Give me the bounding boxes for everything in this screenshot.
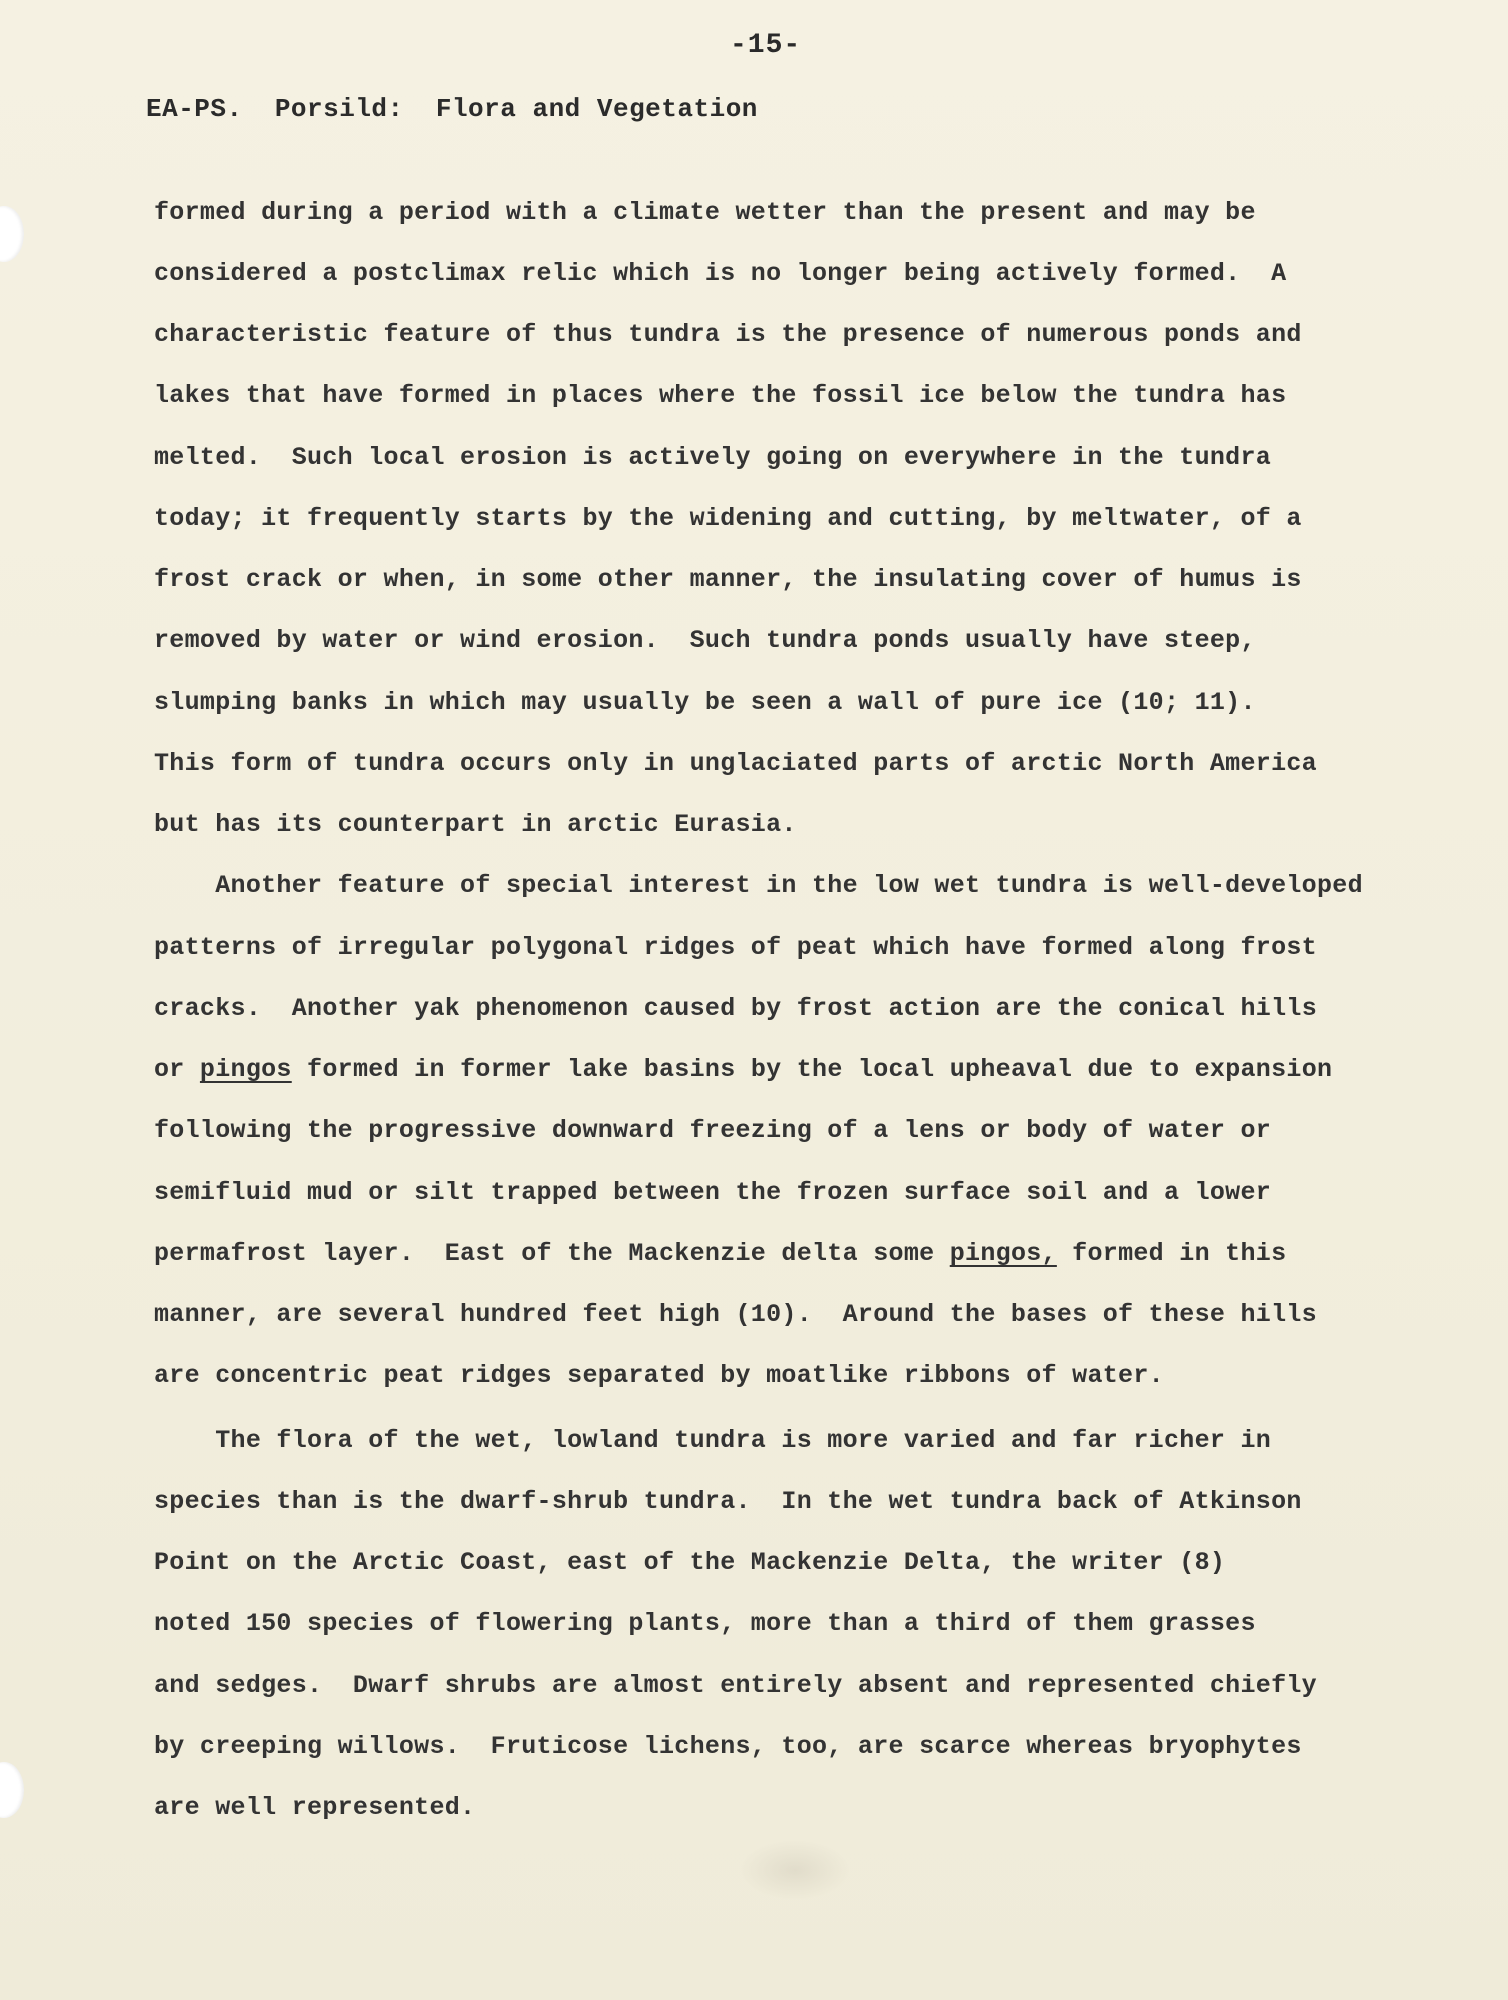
document-header: EA-PS. Porsild: Flora and Vegetation: [146, 94, 758, 124]
text-line: removed by water or wind erosion. Such tundra ponds usually have steep,: [154, 626, 1256, 655]
punch-hole: [0, 1762, 24, 1818]
text-span: formed in former lake basins by the local upheaval due to expansion: [291, 1055, 1333, 1084]
text-line: [154, 994, 1317, 1024]
text-line: The flora of the wet, lowland tundra is more varied and far richer in: [154, 1426, 1272, 1455]
text-line: frost crack or when, in some other manner, the insulating cover of humus is: [154, 565, 1302, 594]
text-line: and sedges. Dwarf shrubs are almost entirely absent and represented chiefly: [154, 1671, 1317, 1700]
text-line: are concentric peat ridges separated by moatlike ribbons of water.: [154, 1361, 1164, 1390]
text-line: slumping banks in which may usually be seen a wall of pure ice (10; 11).: [154, 688, 1256, 717]
text-line: but has its counterpart in arctic Eurasia.: [154, 810, 797, 839]
text-line: Another feature of special interest in the low wet tundra is well-developed: [154, 871, 1363, 900]
text-line: This form of tundra occurs only in unglaciated parts of arctic North America: [154, 749, 1317, 778]
text-line: manner, are several hundred feet high (10). Around the bases of these hills: [154, 1300, 1317, 1329]
text-line: lakes that have formed in places where the fossil ice below the tundra has: [154, 381, 1287, 410]
text-line: Point on the Arctic Coast, east of the Mackenzie Delta, the writer (8): [154, 1548, 1226, 1577]
text-span: permafrost layer. East of the Mackenzie delta some: [154, 1239, 950, 1268]
text-line: today; it frequently starts by the widening and cutting, by meltwater, of a: [154, 504, 1302, 533]
text-span: or: [154, 1055, 200, 1084]
text-line: noted 150 species of flowering plants, more than a third of them grasses: [154, 1609, 1256, 1638]
text-line: semifluid mud or silt trapped between the frozen surface soil and a lower: [154, 1178, 1272, 1207]
text-line: are well represented.: [154, 1793, 476, 1822]
paper-smudge: [740, 1840, 850, 1900]
text-line: by creeping willows. Fruticose lichens, too, are scarce whereas bryophytes: [154, 1732, 1302, 1761]
text-line: species than is the dwarf-shrub tundra. In the wet tundra back of Atkinson: [154, 1487, 1302, 1516]
text-line: [154, 1055, 1332, 1085]
underlined-term: pingos,: [949, 1239, 1057, 1268]
text-line: following the progressive downward freezing of a lens or body of water or: [154, 1116, 1272, 1145]
struck-over-word: yak: [414, 994, 461, 1023]
page-number: -15-: [730, 30, 802, 61]
punch-hole: [0, 206, 24, 262]
text-line: considered a postclimax relic which is no longer being actively formed. A: [154, 259, 1287, 288]
text-span: formed in this: [1056, 1239, 1287, 1268]
text-line: formed during a period with a climate wetter than the present and may be: [154, 198, 1256, 227]
text-line: characteristic feature of thus tundra is the presence of numerous ponds and: [154, 320, 1302, 349]
text-span: phenomenon caused by frost action are the conical hills: [460, 994, 1318, 1023]
text-line: patterns of irregular polygonal ridges of peat which have formed along frost: [154, 933, 1317, 962]
text-line: melted. Such local erosion is actively going on everywhere in the tundra: [154, 443, 1272, 472]
text-line: [154, 1239, 1286, 1269]
underlined-term: pingos: [199, 1055, 292, 1084]
text-span: cracks. Another: [154, 994, 415, 1023]
